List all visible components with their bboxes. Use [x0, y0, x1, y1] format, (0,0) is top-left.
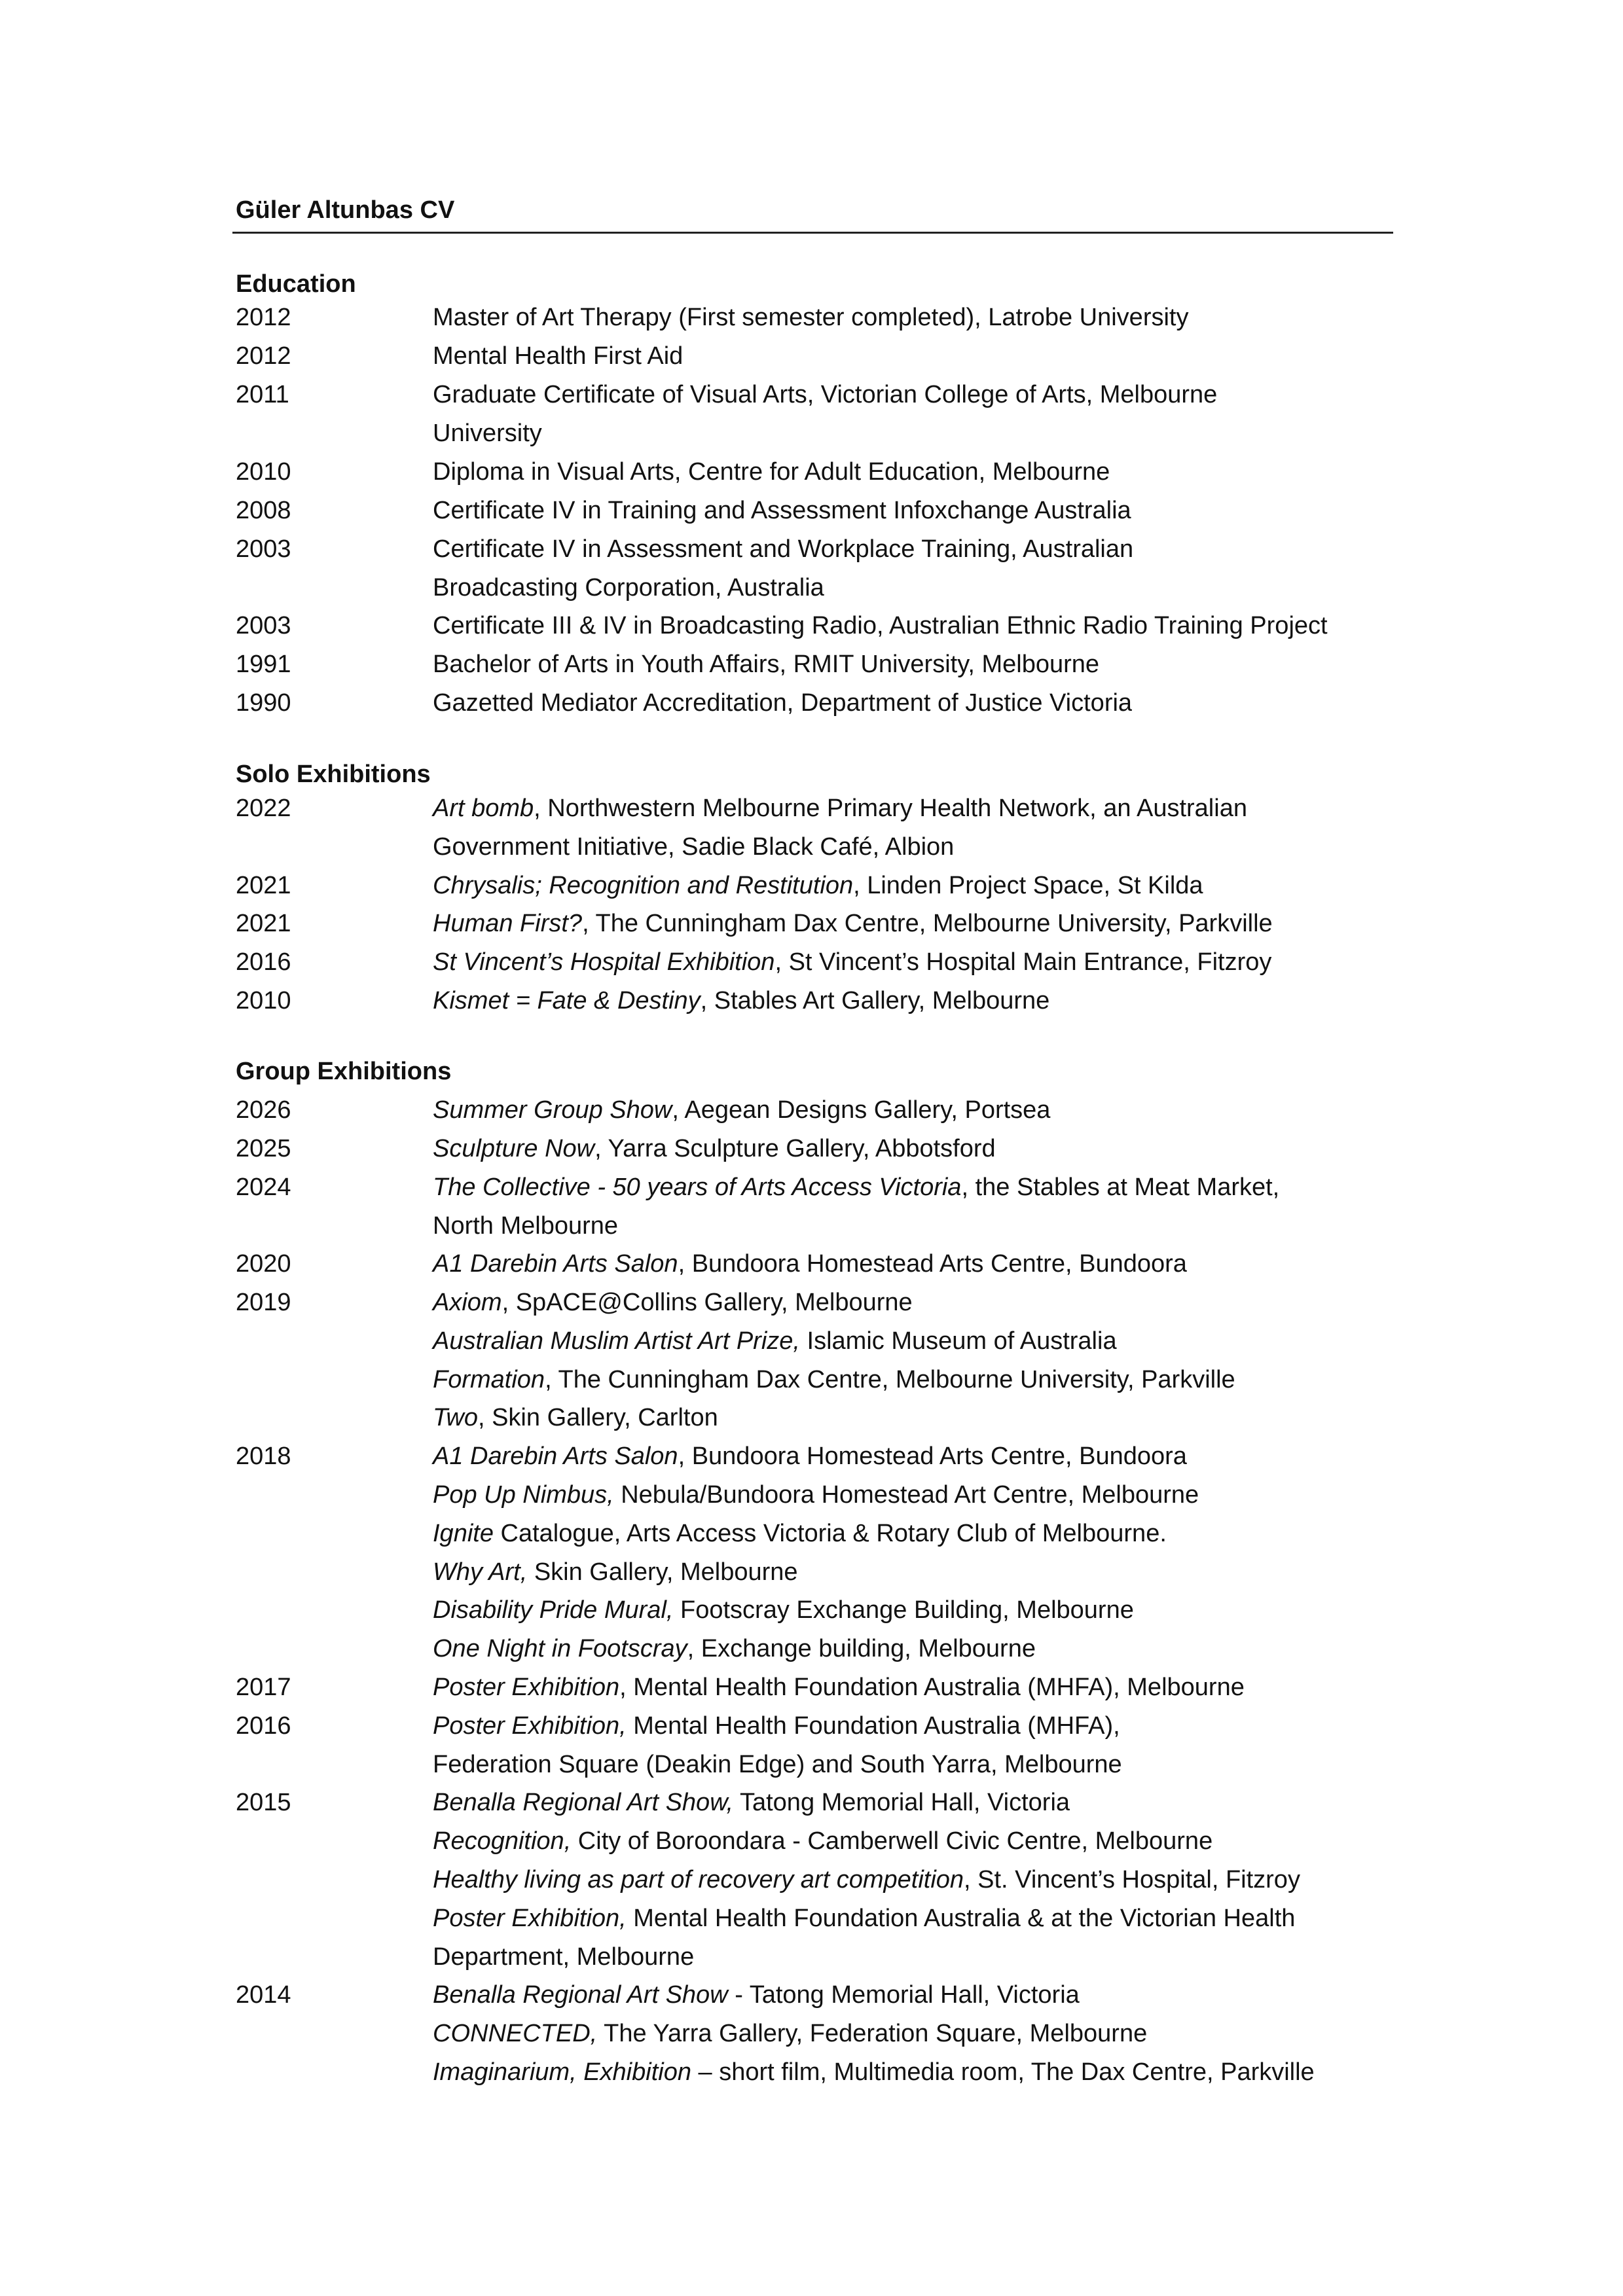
- entry-description: [433, 789, 1395, 866]
- entry-year: 2026: [236, 1096, 291, 1124]
- entry-description: [433, 684, 1395, 723]
- exhibition-title: Poster Exhibition: [433, 1674, 620, 1701]
- exhibition-details: , the Stables at Meat Market,: [961, 1174, 1280, 1201]
- entry-text-continued: University: [433, 419, 542, 447]
- exhibition-title: Why Art,: [433, 1558, 528, 1586]
- entry-description: [433, 1668, 1395, 1707]
- entry-year: 2011: [236, 381, 289, 408]
- exhibition-details: , Yarra Sculpture Gallery, Abbotsford: [594, 1135, 996, 1162]
- entry-year: 2017: [236, 1674, 291, 1701]
- entry-description: [433, 298, 1395, 337]
- entry-description: [433, 905, 1395, 943]
- exhibition-title: Recognition,: [433, 1827, 572, 1855]
- exhibition-title: Sculpture Now: [433, 1135, 595, 1162]
- entry-year: 2022: [236, 795, 291, 822]
- entry-description: [433, 530, 1395, 607]
- exhibition-details: , Exchange building, Melbourne: [687, 1635, 1036, 1662]
- entry-text: Gazetted Mediator Accreditation, Department of Justice Victoria: [433, 689, 1133, 717]
- entry-description: [433, 1591, 1395, 1630]
- entry-description: [433, 1630, 1395, 1668]
- entry-year: 2003: [236, 612, 291, 639]
- exhibition-title: Ignite: [433, 1520, 494, 1547]
- exhibition-title: Summer Group Show: [433, 1096, 672, 1124]
- entry-description: [433, 2015, 1395, 2053]
- entry-year: 1990: [236, 689, 291, 717]
- entry-description: [433, 1283, 1395, 1322]
- exhibition-details: , The Cunningham Dax Centre, Melbourne University, Parkville: [545, 1366, 1235, 1393]
- entry-description: [433, 1361, 1395, 1399]
- entry-description: [433, 607, 1395, 645]
- exhibition-details: The Yarra Gallery, Federation Square, Melbourne: [597, 2020, 1148, 2047]
- entry-description: [433, 492, 1395, 530]
- exhibition-details: , St Vincent’s Hospital Main Entrance, Fitzroy: [775, 948, 1272, 976]
- entry-description: [433, 943, 1395, 982]
- exhibition-title: Art bomb: [433, 795, 534, 822]
- education-heading: Education: [236, 270, 356, 298]
- entry-description: [433, 1553, 1395, 1592]
- document-title: Güler Altunbas CV: [236, 196, 455, 224]
- exhibition-details: , Skin Gallery, Carlton: [477, 1404, 718, 1431]
- exhibition-details: – short film, Multimedia room, The Dax Centre, Parkville: [691, 2058, 1315, 2086]
- exhibition-details-continued: Department, Melbourne: [433, 1943, 695, 1971]
- exhibition-title: A1 Darebin Arts Salon: [433, 1443, 678, 1470]
- entry-description: [433, 1437, 1395, 1476]
- entry-text: Mental Health First Aid: [433, 342, 684, 370]
- entry-description: [433, 1861, 1395, 1899]
- exhibition-details: , SpACE@Collins Gallery, Melbourne: [501, 1289, 913, 1316]
- exhibition-title: Pop Up Nimbus,: [433, 1481, 614, 1509]
- exhibition-title: Kismet = Fate & Destiny: [433, 987, 701, 1014]
- exhibition-details: Footscray Exchange Building, Melbourne: [673, 1596, 1134, 1624]
- title-divider: [232, 232, 1393, 234]
- entry-year: 2025: [236, 1135, 291, 1162]
- entry-description: [433, 1822, 1395, 1861]
- exhibition-details: Skin Gallery, Melbourne: [527, 1558, 798, 1586]
- entry-text: Certificate IV in Assessment and Workplace Training, Australian: [433, 535, 1134, 563]
- entry-year: 2010: [236, 987, 291, 1014]
- entry-year: 2018: [236, 1443, 291, 1470]
- group-exhibitions-heading: Group Exhibitions: [236, 1058, 452, 1085]
- entry-year: 2012: [236, 342, 291, 370]
- entry-description: [433, 2053, 1395, 2092]
- exhibition-details-continued: Government Initiative, Sadie Black Café, Albion: [433, 833, 955, 861]
- entry-description: [433, 982, 1395, 1020]
- exhibition-title: One Night in Footscray: [433, 1635, 687, 1662]
- exhibition-details: , Bundoora Homestead Arts Centre, Bundoora: [678, 1250, 1187, 1278]
- exhibition-title: Chrysalis; Recognition and Restitution: [433, 872, 854, 899]
- exhibition-details: Mental Health Foundation Australia & at the Victorian Health: [626, 1905, 1296, 1932]
- entry-description: [433, 1784, 1395, 1822]
- entry-description: [433, 1091, 1395, 1130]
- entry-text: Master of Art Therapy (First semester completed), Latrobe University: [433, 304, 1189, 331]
- exhibition-details: , Bundoora Homestead Arts Centre, Bundoora: [678, 1443, 1187, 1470]
- entry-year: 2008: [236, 497, 291, 524]
- entry-year: 2016: [236, 1712, 291, 1740]
- exhibition-title: Imaginarium, Exhibition: [433, 2058, 691, 2086]
- entry-description: [433, 1168, 1395, 1245]
- exhibition-details: , Linden Project Space, St Kilda: [853, 872, 1203, 899]
- entry-description: [433, 645, 1395, 684]
- exhibition-title: Human First?: [433, 910, 583, 937]
- exhibition-details: , Mental Health Foundation Australia (MHFA), Melbourne: [619, 1674, 1245, 1701]
- exhibition-title: Two: [433, 1404, 478, 1431]
- exhibition-title: Axiom: [433, 1289, 502, 1316]
- exhibition-title: The Collective - 50 years of Arts Access Victoria: [433, 1174, 962, 1201]
- entry-text: Bachelor of Arts in Youth Affairs, RMIT University, Melbourne: [433, 651, 1100, 678]
- exhibition-details: , St. Vincent’s Hospital, Fitzroy: [964, 1866, 1300, 1893]
- entry-text: Diploma in Visual Arts, Centre for Adult Education, Melbourne: [433, 458, 1110, 486]
- exhibition-title: Disability Pride Mural,: [433, 1596, 674, 1624]
- entry-description: [433, 1707, 1395, 1784]
- exhibition-details: Islamic Museum of Australia: [799, 1327, 1117, 1355]
- exhibition-details: , The Cunningham Dax Centre, Melbourne University, Parkville: [582, 910, 1273, 937]
- entry-description: [433, 1976, 1395, 2015]
- exhibition-details: , Stables Art Gallery, Melbourne: [700, 987, 1050, 1014]
- entry-year: 2015: [236, 1789, 291, 1816]
- exhibition-details: Catalogue, Arts Access Victoria & Rotary Club of Melbourne.: [493, 1520, 1167, 1547]
- entry-description: [433, 1515, 1395, 1553]
- entry-description: [433, 867, 1395, 905]
- entry-description: [433, 453, 1395, 492]
- exhibition-title: Healthy living as part of recovery art competition: [433, 1866, 964, 1893]
- entry-description: [433, 1899, 1395, 1976]
- entry-description: [433, 1245, 1395, 1283]
- exhibition-title: Benalla Regional Art Show,: [433, 1789, 734, 1816]
- exhibition-title: Australian Muslim Artist Art Prize,: [433, 1327, 800, 1355]
- entry-text: Certificate III & IV in Broadcasting Radio, Australian Ethnic Radio Training Project: [433, 612, 1328, 639]
- exhibition-title: St Vincent’s Hospital Exhibition: [433, 948, 775, 976]
- exhibition-details: , Northwestern Melbourne Primary Health Network, an Australian: [534, 795, 1247, 822]
- exhibition-details-continued: Federation Square (Deakin Edge) and South Yarra, Melbourne: [433, 1750, 1122, 1778]
- exhibition-title: Poster Exhibition,: [433, 1905, 627, 1932]
- entry-year: 2010: [236, 458, 291, 486]
- entry-year: 2014: [236, 1981, 291, 2009]
- entry-year: 2019: [236, 1289, 291, 1316]
- entry-description: [433, 376, 1395, 452]
- exhibition-details: Tatong Memorial Hall, Victoria: [733, 1789, 1070, 1816]
- entry-text-continued: Broadcasting Corporation, Australia: [433, 573, 824, 601]
- exhibition-details: Nebula/Bundoora Homestead Art Centre, Melbourne: [613, 1481, 1199, 1509]
- entry-description: [433, 1322, 1395, 1361]
- exhibition-details: - Tatong Memorial Hall, Victoria: [727, 1981, 1080, 2009]
- exhibition-details-continued: North Melbourne: [433, 1211, 619, 1240]
- entry-year: 2021: [236, 910, 291, 937]
- entry-description: [433, 337, 1395, 376]
- entry-year: 2012: [236, 304, 291, 331]
- exhibition-title: Poster Exhibition,: [433, 1712, 627, 1740]
- entry-year: 1991: [236, 651, 291, 678]
- exhibition-details: City of Boroondara - Camberwell Civic Centre, Melbourne: [571, 1827, 1213, 1855]
- entry-description: [433, 1476, 1395, 1515]
- solo-exhibitions-heading: Solo Exhibitions: [236, 761, 431, 788]
- entry-description: [433, 1130, 1395, 1168]
- exhibition-details: Mental Health Foundation Australia (MHFA),: [626, 1712, 1120, 1740]
- exhibition-details: , Aegean Designs Gallery, Portsea: [672, 1096, 1051, 1124]
- entry-year: 2024: [236, 1174, 291, 1201]
- exhibition-title: CONNECTED,: [433, 2020, 598, 2047]
- exhibition-title: Benalla Regional Art Show: [433, 1981, 728, 2009]
- exhibition-title: A1 Darebin Arts Salon: [433, 1250, 678, 1278]
- entry-year: 2003: [236, 535, 291, 563]
- exhibition-title: Formation: [433, 1366, 545, 1393]
- entry-description: [433, 1399, 1395, 1437]
- entry-text: Certificate IV in Training and Assessment Infoxchange Australia: [433, 497, 1131, 524]
- entry-year: 2016: [236, 948, 291, 976]
- entry-year: 2020: [236, 1250, 291, 1278]
- entry-year: 2021: [236, 872, 291, 899]
- entry-text: Graduate Certificate of Visual Arts, Victorian College of Arts, Melbourne: [433, 381, 1218, 408]
